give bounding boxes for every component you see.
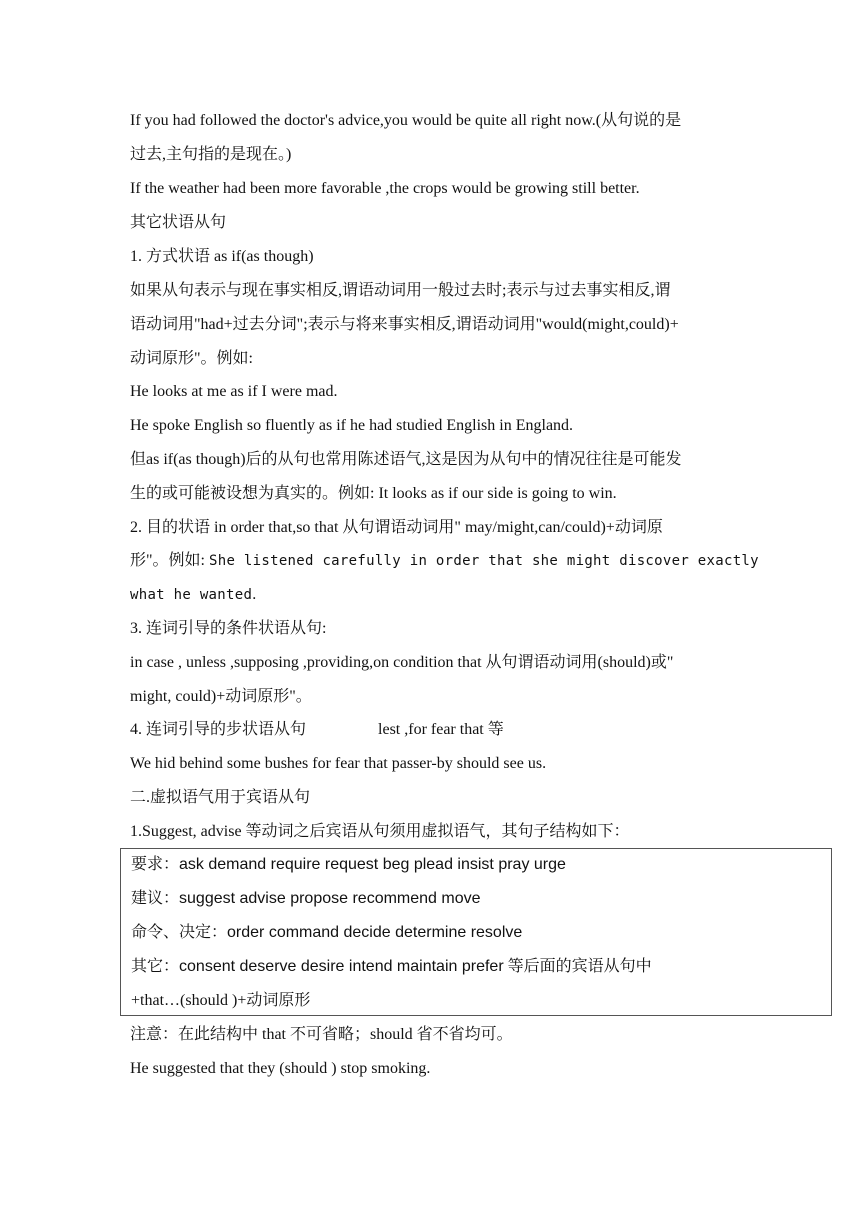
text-line: 3. 连词引导的条件状语从句: — [130, 620, 327, 637]
section-heading: 其它状语从句 — [130, 214, 227, 231]
text-line: 但as if(as though)后的从句也常用陈述语气,这是因为从句中的情况往往是可能发 — [130, 451, 682, 468]
text-line — [130, 550, 759, 572]
text-line: 1. 方式状语 as if(as though) — [130, 248, 314, 265]
text-line: 2. 目的状语 in order that,so that 从句谓语动词用" may/might,can/could)+动词原 — [130, 519, 663, 536]
box-tail: 等后面的宾语从句中 — [503, 958, 652, 975]
box-label: 要求： — [131, 856, 180, 873]
text-line: might, could)+动词原形"。 — [130, 688, 312, 705]
text-span: 4. 连词引导的步状语从句 — [130, 721, 307, 738]
box-words: ask demand require request beg plead insist pray urge — [179, 856, 566, 873]
box-label: 命令、决定： — [131, 924, 228, 941]
text-line: 1.Suggest, advise 等动词之后宾语从句须用虚拟语气，其句子结构如下： — [130, 823, 630, 840]
text-line — [130, 719, 504, 741]
example-line: We hid behind some bushes for fear that passer-by should see us. — [130, 755, 547, 772]
text-span: 形"。例如: — [130, 552, 209, 569]
box-words: consent deserve desire intend maintain prefer — [179, 958, 504, 975]
text-line: 语动词用"had+过去分词";表示与将来事实相反,谓语动词用"would(might,could)+ — [130, 316, 679, 333]
box-words: suggest advise propose recommend move — [179, 890, 481, 907]
box-row — [131, 922, 522, 944]
example-mono: She listened carefully in order that she might discover exactly — [208, 553, 759, 569]
box-row — [131, 854, 566, 876]
note-line: 注意：在此结构中 that 不可省略；should 省不省均可。 — [130, 1026, 513, 1043]
box-label: 建议： — [131, 890, 180, 907]
text-line — [130, 584, 256, 606]
text-span: lest ,for fear that 等 — [378, 721, 504, 738]
text-span: . — [252, 586, 257, 603]
text-line: 动词原形"。例如: — [130, 350, 253, 367]
example-line: He suggested that they (should ) stop smoking. — [130, 1060, 431, 1077]
example-mono: what he wanted — [130, 587, 253, 603]
section-heading: 二.虚拟语气用于宾语从句 — [130, 789, 311, 806]
text-line: 如果从句表示与现在事实相反,谓语动词用一般过去时;表示与过去事实相反,谓 — [130, 282, 671, 299]
example-line: He looks at me as if I were mad. — [130, 383, 338, 400]
box-words: order command decide determine resolve — [227, 924, 523, 941]
box-row — [131, 888, 481, 910]
box-label: 其它： — [131, 958, 180, 975]
example-line: He spoke English so fluently as if he had studied English in England. — [130, 417, 574, 434]
text-line: If you had followed the doctor's advice,you would be quite all right now.(从句说的是 — [130, 112, 682, 129]
text-line: 过去,主句指的是现在。) — [130, 146, 292, 163]
text-line: 生的或可能被设想为真实的。例如: It looks as if our side is going to win. — [130, 485, 617, 502]
box-row: +that…(should )+动词原形 — [131, 992, 311, 1009]
text-line: If the weather had been more favorable ,the crops would be growing still better. — [130, 180, 640, 197]
verb-list-box — [120, 848, 832, 1016]
box-row — [131, 956, 652, 978]
text-line: in case , unless ,supposing ,providing,on condition that 从句谓语动词用(should)或" — [130, 654, 674, 671]
